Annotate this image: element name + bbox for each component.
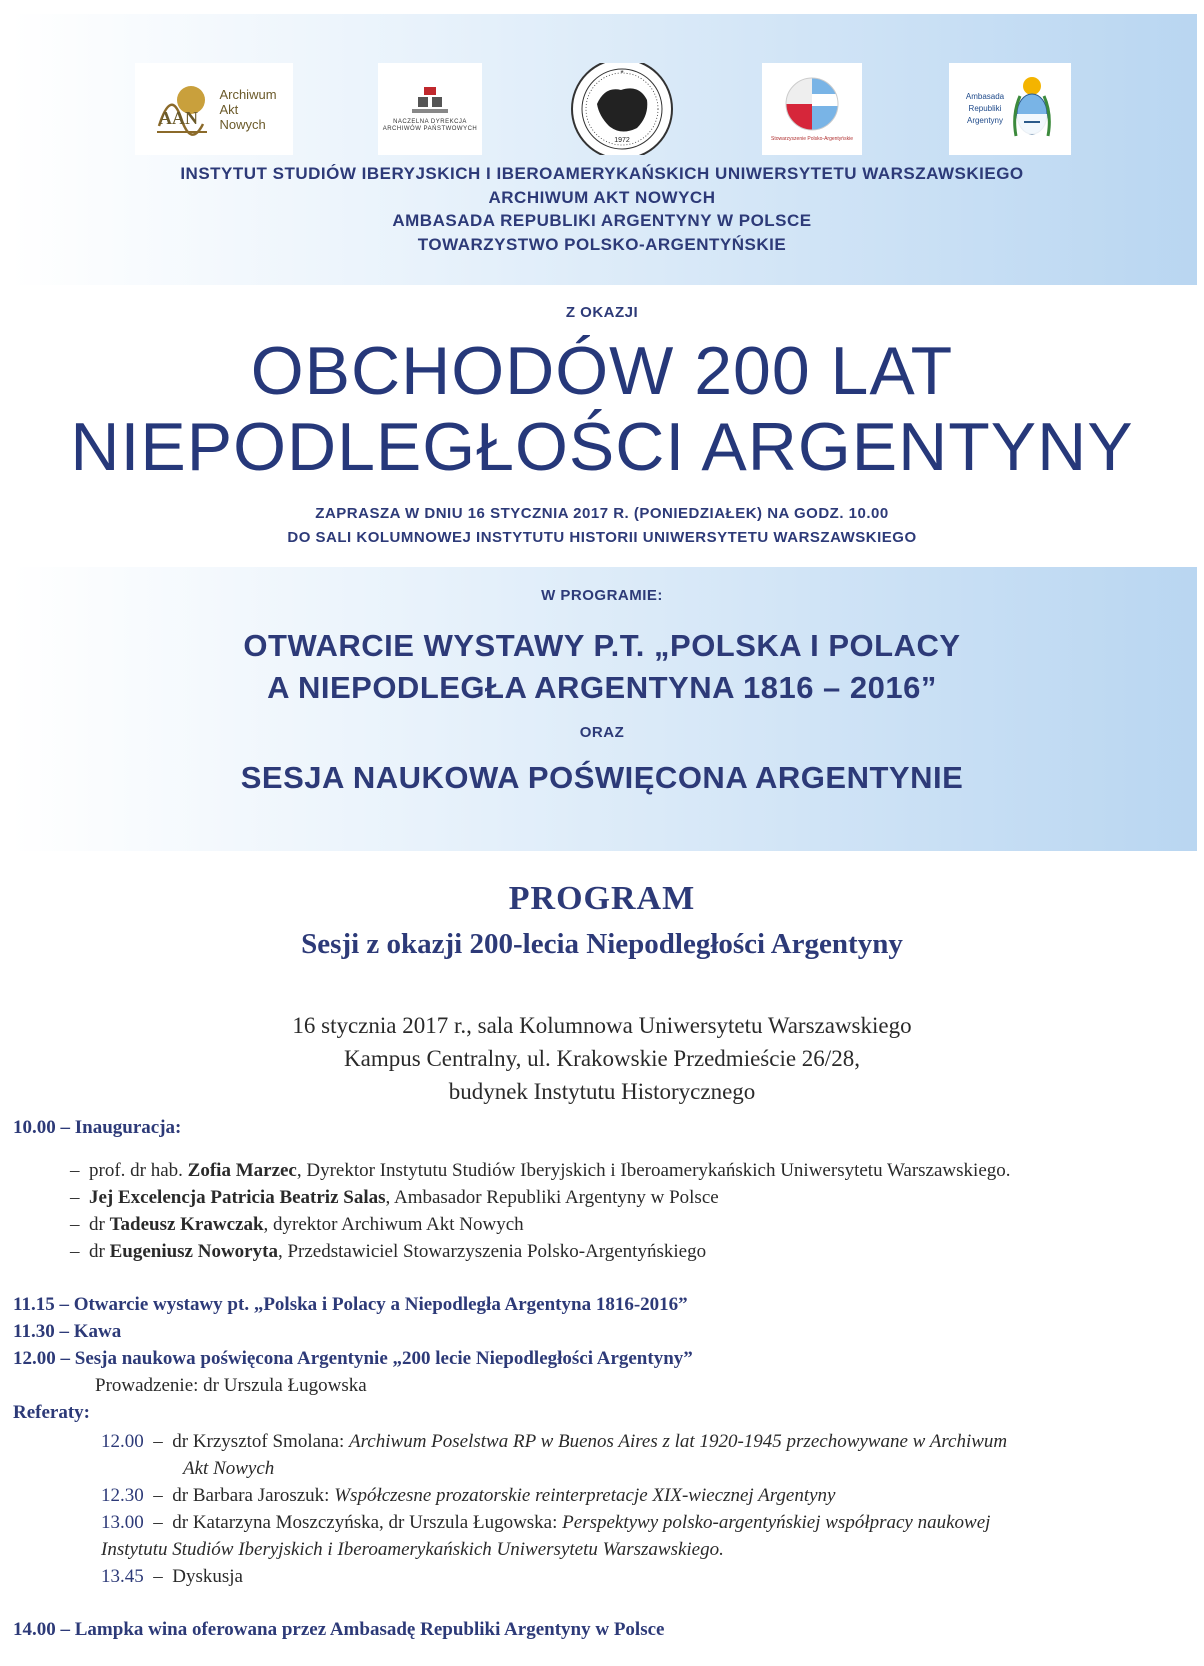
- paper-time: 13.00: [101, 1512, 144, 1533]
- speaker-name: Jej Excelencja Patricia Beatriz Salas: [89, 1187, 386, 1208]
- venue-line-3: budynek Instytutu Historycznego: [448, 1079, 756, 1104]
- paper-title: Archiwum Poselstwa RP w Buenos Aires z lat 1920-1945 przechowywane w Archiwum: [349, 1431, 1008, 1452]
- speaker-role: , dyrektor Archiwum Akt Nowych: [263, 1214, 524, 1235]
- speaker-prefix: dr: [89, 1241, 105, 1262]
- closing-row: [13, 1619, 664, 1641]
- speaker-dash: –: [70, 1160, 80, 1181]
- logo-row: [0, 63, 1204, 158]
- exhibition-title-line-1: OTWARCIE WYSTAWY P.T. „POLSKA I POLACY: [243, 628, 961, 663]
- emb-text-2: Republiki: [968, 104, 1002, 113]
- paper-author: dr Katarzyna Moszczyńska, dr Urszula Ługowska:: [172, 1512, 558, 1533]
- paper-author: dr Barbara Jaroszuk:: [172, 1485, 330, 1506]
- paper-dash: –: [153, 1485, 163, 1506]
- speaker-prefix: prof. dr hab.: [89, 1160, 183, 1181]
- aan-text-3: Nowych: [219, 116, 266, 132]
- paper-dash: –: [153, 1512, 163, 1533]
- archive-building-icon: [412, 85, 448, 115]
- agenda-time: 11.15 –: [13, 1294, 69, 1315]
- organizer-line-3: AMBASADA REPUBLIKI ARGENTYNY W POLSCE: [392, 211, 812, 230]
- speaker-name: Zofia Marzec: [187, 1160, 297, 1181]
- invitation-line-2: DO SALI KOLUMNOWEJ INSTYTUTU HISTORII UNIWERSYTETU WARSZAWSKIEGO: [287, 529, 917, 546]
- program-heading: PROGRAM: [508, 880, 696, 917]
- agenda-text: Kawa: [73, 1321, 122, 1342]
- paper-title-cont: Akt Nowych: [183, 1458, 275, 1479]
- in-program-label: W PROGRAMIE:: [541, 587, 663, 604]
- moderation-line: Prowadzenie: dr Urszula Ługowska: [95, 1375, 367, 1396]
- paper-row: [101, 1431, 1007, 1453]
- embassy-logo: [949, 63, 1071, 155]
- speaker-dash: –: [70, 1241, 80, 1262]
- speaker-name: Tadeusz Krawczak: [109, 1214, 264, 1235]
- inauguration-time: 10.00 –: [13, 1117, 70, 1138]
- occasion-label: Z OKAZJI: [565, 304, 639, 321]
- paper-title: Perspektywy polsko-argentyńskiej współpracy naukowej: [562, 1512, 991, 1533]
- main-title-line-2: NIEPODLEGŁOŚCI ARGENTYNY: [70, 409, 1134, 485]
- paper-row: [101, 1485, 835, 1507]
- speaker-row: [70, 1187, 719, 1209]
- venue-line-2: Kampus Centralny, ul. Krakowskie Przedmieście 26/28,: [344, 1046, 860, 1071]
- paper-title-cont: Instytutu Studiów Iberyjskich i Iberoamerykańskich Uniwersytetu Warszawskiego.: [101, 1539, 724, 1560]
- paper-row: [101, 1566, 243, 1588]
- aan-emblem-icon: [151, 78, 213, 140]
- emb-text-3: Argentyny: [966, 116, 1004, 125]
- paper-author: dr Krzysztof Smolana:: [172, 1431, 345, 1452]
- session-title: SESJA NAUKOWA POŚWIĘCONA ARGENTYNIE: [240, 760, 964, 795]
- university-seal-logo: [565, 63, 679, 155]
- speaker-name: Eugeniusz Noworyta: [109, 1241, 278, 1262]
- flags-globe-icon: [784, 76, 840, 132]
- aan-text-1: Archiwum: [219, 86, 277, 102]
- speaker-role: , Ambasador Republiki Argentyny w Polsce: [385, 1187, 719, 1208]
- paper-time: 12.30: [101, 1485, 144, 1506]
- speaker-role: , Przedstawiciel Stowarzyszenia Polsko-Argentyńskiego: [277, 1241, 707, 1262]
- paper-title: Współczesne prozatorskie reinterpretacje XIX-wiecznej Argentyny: [334, 1485, 836, 1506]
- papers-label: Referaty:: [13, 1402, 91, 1423]
- paper-time: 12.00: [101, 1431, 144, 1452]
- program-band: [11, 567, 1197, 851]
- agenda-time: 11.30 –: [13, 1321, 69, 1342]
- organizer-line-2: ARCHIWUM AKT NOWYCH: [488, 188, 716, 207]
- speaker-dash: –: [70, 1214, 80, 1235]
- speaker-row: [70, 1241, 706, 1263]
- svg-text:*: *: [620, 69, 624, 78]
- paper-author: Dyskusja: [172, 1566, 243, 1587]
- speaker-row: [70, 1160, 1011, 1182]
- paper-time: 13.45: [101, 1566, 144, 1587]
- argentina-coat-of-arms-icon: [1010, 74, 1054, 144]
- emb-text-1: Ambasada: [965, 92, 1005, 101]
- tpa-text: Stowarzyszenie Polsko-Argentyńskie: [771, 136, 853, 142]
- svg-text:1972: 1972: [614, 137, 630, 144]
- paper-dash: –: [153, 1431, 163, 1452]
- main-title-line-1: OBCHODÓW 200 LAT: [250, 333, 954, 409]
- invitation-line-1: ZAPRASZA W DNIU 16 STYCZNIA 2017 R. (PONIEDZIAŁEK) NA GODZ. 10.00: [315, 505, 889, 522]
- inauguration-label: Inauguracja:: [74, 1117, 182, 1138]
- speaker-row: [70, 1214, 524, 1236]
- aan-logo: [135, 63, 293, 155]
- venue-line-1: 16 stycznia 2017 r., sala Kolumnowa Uniwersytetu Warszawskiego: [292, 1013, 912, 1038]
- inauguration-row: [13, 1117, 181, 1139]
- and-label: ORAZ: [579, 724, 625, 741]
- ndap-logo: [378, 63, 482, 155]
- tpa-logo: [762, 63, 862, 155]
- aan-text-2: Akt: [219, 101, 239, 117]
- agenda-row: [13, 1348, 693, 1370]
- closing-text: Lampka wina oferowana przez Ambasadę Republiki Argentyny w Polsce: [74, 1619, 665, 1640]
- speaker-role: , Dyrektor Instytutu Studiów Iberyjskich i Iberoamerykańskich Uniwersytetu Warszawskiego.: [296, 1160, 1011, 1181]
- agenda-text: Sesja naukowa poświęcona Argentynie „200 lecie Niepodległości Argentyny”: [74, 1348, 693, 1369]
- svg-text:AAN: AAN: [159, 108, 199, 128]
- closing-time: 14.00 –: [13, 1619, 70, 1640]
- program-subheading: Sesji z okazji 200-lecia Niepodległości Argentyny: [301, 928, 903, 960]
- organizer-line-4: TOWARZYSTWO POLSKO-ARGENTYŃSKIE: [417, 235, 787, 254]
- seal-icon: [569, 63, 675, 155]
- agenda-text: Otwarcie wystawy pt. „Polska i Polacy a Niepodległa Argentyna 1816-2016”: [73, 1294, 688, 1315]
- speaker-dash: –: [70, 1187, 80, 1208]
- agenda-time: 12.00 –: [13, 1348, 70, 1369]
- agenda-row: [13, 1321, 121, 1343]
- paper-row: [101, 1512, 990, 1534]
- exhibition-title-line-2: A NIEPODLEGŁA ARGENTYNA 1816 – 2016”: [267, 670, 937, 705]
- ndap-text-2: ARCHIWÓW PAŃSTWOWYCH: [382, 126, 478, 132]
- speaker-prefix: dr: [89, 1214, 105, 1235]
- organizer-line-1: INSTYTUT STUDIÓW IBERYJSKICH I IBEROAMERYKAŃSKICH UNIWERSYTETU WARSZAWSKIEGO: [180, 164, 1024, 183]
- agenda-row: [13, 1294, 688, 1316]
- paper-dash: –: [153, 1566, 163, 1587]
- ndap-text-1: NACZELNA DYREKCJA: [393, 119, 467, 125]
